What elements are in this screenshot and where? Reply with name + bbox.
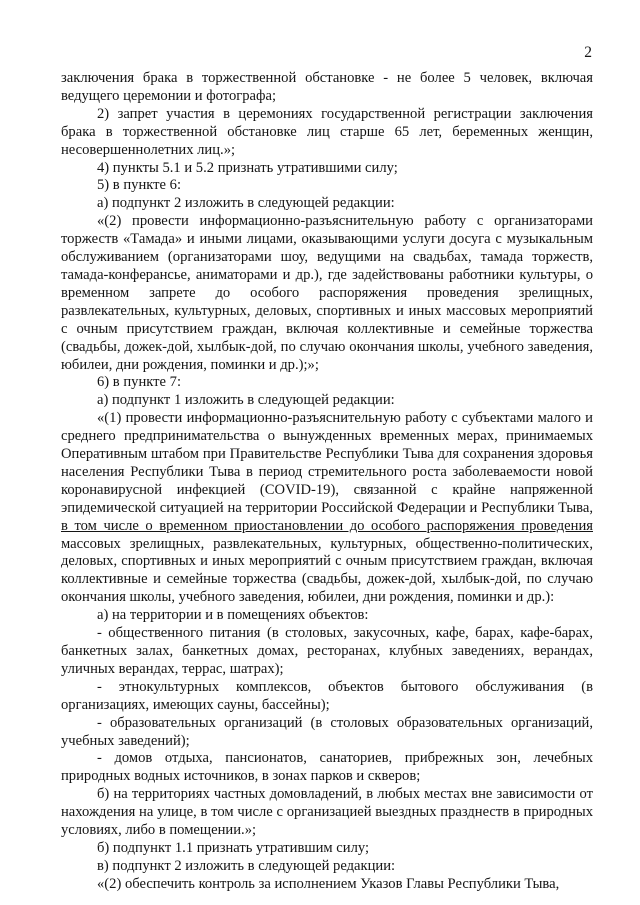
underlined-text: в том числе о временном приостановлении до особого распоряжения проведения [61, 517, 593, 534]
paragraph: - общественного питания (в столовых, закусочных, кафе, барах, кафе-барах, банкетных залах, банкетных домах, ресторанах, клубных заведениях, верандах, уличных верандах, террас, шатрах); [61, 625, 593, 677]
paragraph-text: «(1) провести информационно-разъяснительную работу с субъектами малого и среднего предпринимательства о вынужденных временных мерах, принимаемых Оперативным штабом при Правительстве Республики Тыва для сохранения здоровья населения Республики Тыва в период стремительного роста заболеваемости новой коронавирусной инфекцией (COVID-19), связанной с крайне напряженной эпидемической ситуацией на территории Российской Федерации и Республики Тыва, [61, 410, 593, 516]
paragraph: 6) в пункте 7: [97, 374, 182, 391]
page-number: 2 [584, 44, 592, 61]
paragraph: а) на территории и в помещениях объектов: [97, 607, 369, 624]
paragraph [61, 410, 593, 607]
paragraph: а) подпункт 1 изложить в следующей редакции: [97, 392, 395, 409]
paragraph: - домов отдыха, пансионатов, санаториев, прибрежных зон, лечебных природных водных источников, в зонах парков и скверов; [61, 750, 593, 785]
paragraph: 4) пункты 5.1 и 5.2 признать утратившими силу; [97, 159, 398, 176]
paragraph: 5) в пункте 6: [97, 177, 182, 194]
paragraph: в) подпункт 2 изложить в следующей редакции: [97, 857, 396, 874]
paragraph: 2) запрет участия в церемониях государственной регистрации заключения брака в торжественной обстановке лиц старше 65 лет, беременных женщин, несовершеннолетних лиц.»; [61, 105, 593, 158]
paragraph: а) подпункт 2 изложить в следующей редакции: [97, 195, 395, 212]
paragraph: - образовательных организаций (в столовых образовательных организаций, учебных заведений); [61, 714, 593, 749]
paragraph-text: массовых зрелищных, развлекательных, культурных, общественно-политических, деловых, спортивных и иных мероприятий с очным присутствием граждан, включая коллективные и семейные торжества (свадьбы, дожек-дой, хылбык-дой, по случаю окончания школы, учебного заведения, юбилеи, дни рождения, поминки и др.): [61, 535, 593, 606]
paragraph: «(2) провести информационно-разъяснительную работу с организаторами торжеств «Тамада» и иными лицами, оказывающими услуги досуга с музыкальным обслуживанием (организаторами шоу, ведущими на свадьбах, тамада торжеств, тамада-конферансье, аниматорами и др.), где задействованы работники культуры, о временном запрете до особого распоряжения проведения зрелищных, развлекательных, культурных, деловых, спортивных и иных массовых мероприятий с очным присутствием граждан, включая коллективные и семейные торжества (свадьбы, дожек-дой, хылбык-дой, по случаю окончания школы, учебного заведения, юбилеи, дни рождения, поминки и др.);»; [61, 213, 593, 373]
paragraph: б) на территориях частных домовладений, в любых местах вне зависимости от нахождения на улице, в том числе с организацией выездных празднеств в природных условиях, либо в помещении.»; [61, 786, 593, 839]
document-body [61, 70, 593, 894]
paragraph: - этнокультурных комплексов, объектов бытового обслуживания (в организациях, имеющих сауны, бассейны); [61, 678, 593, 713]
paragraph: б) подпункт 1.1 признать утратившим силу; [97, 839, 370, 856]
paragraph: заключения брака в торжественной обстановке - не более 5 человек, включая ведущего церемонии и фотографа; [61, 70, 593, 104]
paragraph: «(2) обеспечить контроль за исполнением Указов Главы Республики Тыва, [97, 875, 560, 892]
